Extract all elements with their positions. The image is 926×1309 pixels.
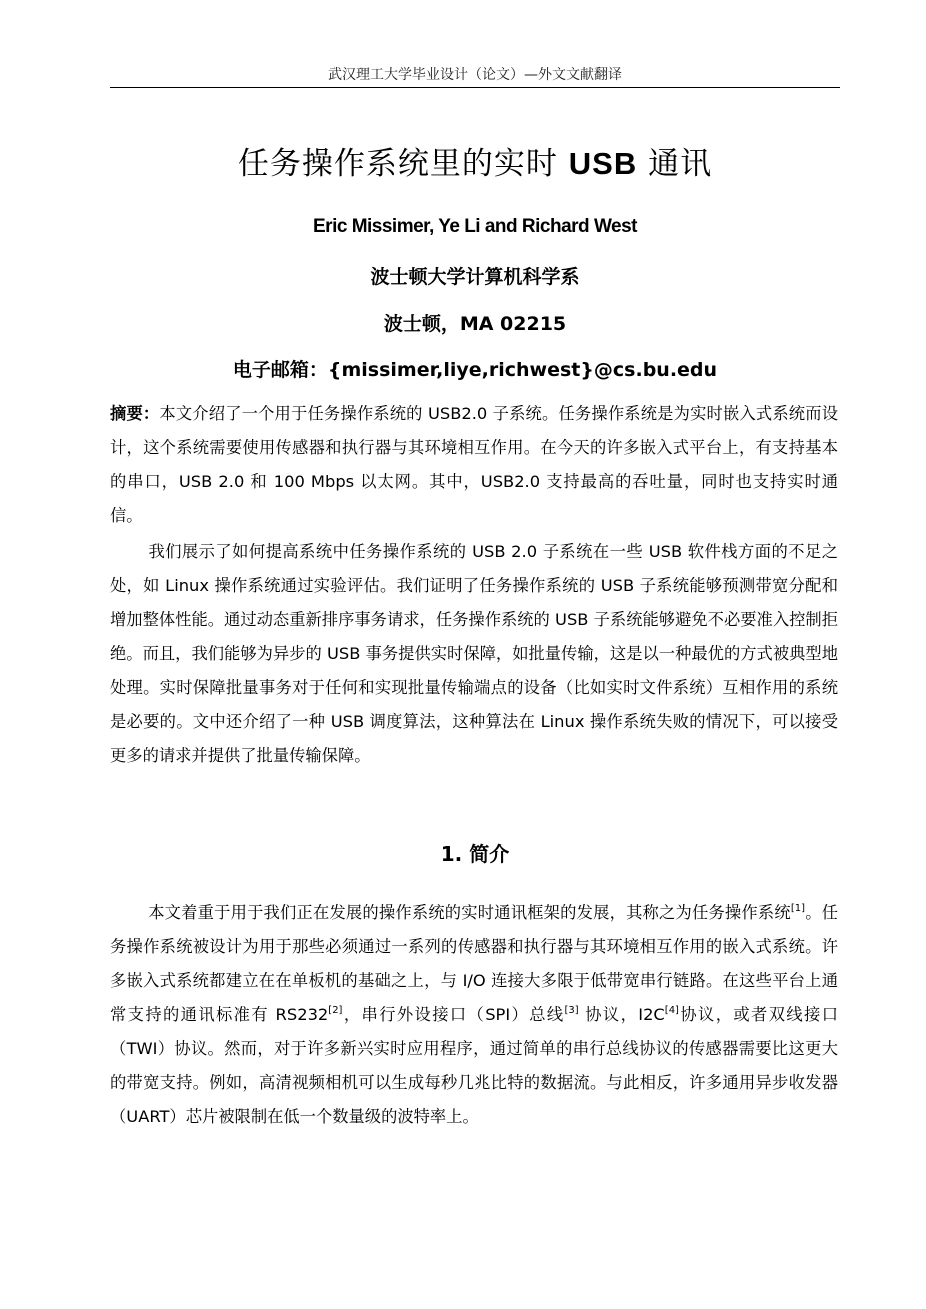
title-part-2: USB [568,146,638,181]
abstract-text-2: 我们展示了如何提高系统中任务操作系统的 USB 2.0 子系统在一些 USB 软件栈方面的不足之处，如 Linux 操作系统通过实验评估。我们证明了任务操作系统的 USB 子系统能够预测带宽分配和增加整体性能。通过动态重新排序事务请求，任务操作系统的 USB 子系统能够避免不必要准入控制拒绝。而且，我们能够为异步的 USB 事务提供实时保障，如批量传输，这是以一种最优的方式被典型地处理。实时保障批量事务对于任何和实现批量传输端点的设备（比如实时文件系统）互相作用的系统是必要的。文中还介绍了一种 USB 调度算法，这种算法在 Linux 操作系统失败的情况下，可以接受更多的请求并提供了批量传输保障。 [110,542,838,765]
intro-text-4: 协议，I2C [578,1005,665,1024]
email: 电子邮箱：{missimer,liye,richwest}@cs.bu.edu [232,359,718,381]
citation-3: [3] [564,1005,579,1016]
intro-paragraph [110,896,838,1134]
affiliation: 波士顿大学计算机科学系 [370,266,580,288]
location: 波士顿，MA 02215 [383,313,567,335]
paper-title [110,138,840,183]
citation-1: [1] [790,903,806,914]
abstract-paragraph-1 [110,397,838,533]
citation-2: [2] [328,1005,343,1016]
header-divider [110,87,840,88]
authors: Eric Missimer, Ye Li and Richard West [313,216,637,237]
intro-text-3: ，串行外设接口（SPI）总线 [342,1005,565,1024]
abstract-paragraph-2 [110,535,838,773]
intro-text-1: 本文着重于用于我们正在发展的操作系统的实时通讯框架的发展，其称之为任务操作系统 [148,903,791,922]
title-part-1: 任务操作系统里的实时 [237,146,558,182]
abstract-text-1: 本文介绍了一个用于任务操作系统的 USB2.0 子系统。任务操作系统是为实时嵌入式系统而设计，这个系统需要使用传感器和执行器与其环境相互作用。在今天的许多嵌入式平台上，有支持基本的串口，USB 2.0 和 100 Mbps 以太网。其中，USB2.0 支持最高的吞吐量，同时也支持实时通信。 [110,404,838,525]
citation-4: [4] [664,1005,679,1016]
title-part-3: 通讯 [648,146,713,182]
intro-text-2: 。任务操作系统被设计为用于那些必须通过一系列的传感器和执行器与其环境相互作用的嵌入式系统。许多嵌入式系统都建立在在单板机的基础之上，与 I/O 连接大多限于低带宽串行链路。在这些平台上通常支持的通讯标准有 RS232 [110,903,838,1024]
abstract-label: 摘要： [110,404,160,423]
intro-text-5: 协议，或者双线接口（TWI）协议。然而，对于许多新兴实时应用程序，通过简单的串行总线协议的传感器需要比这更大的带宽支持。例如，高清视频相机可以生成每秒几兆比特的数据流。与此相反，许多通用异步收发器（UART）芯片被限制在低一个数量级的波特率上。 [110,1005,838,1126]
section-heading-introduction: 1. 简介 [440,842,510,866]
running-header: 武汉理工大学毕业设计（论文）—外文文献翻译 [328,67,622,83]
